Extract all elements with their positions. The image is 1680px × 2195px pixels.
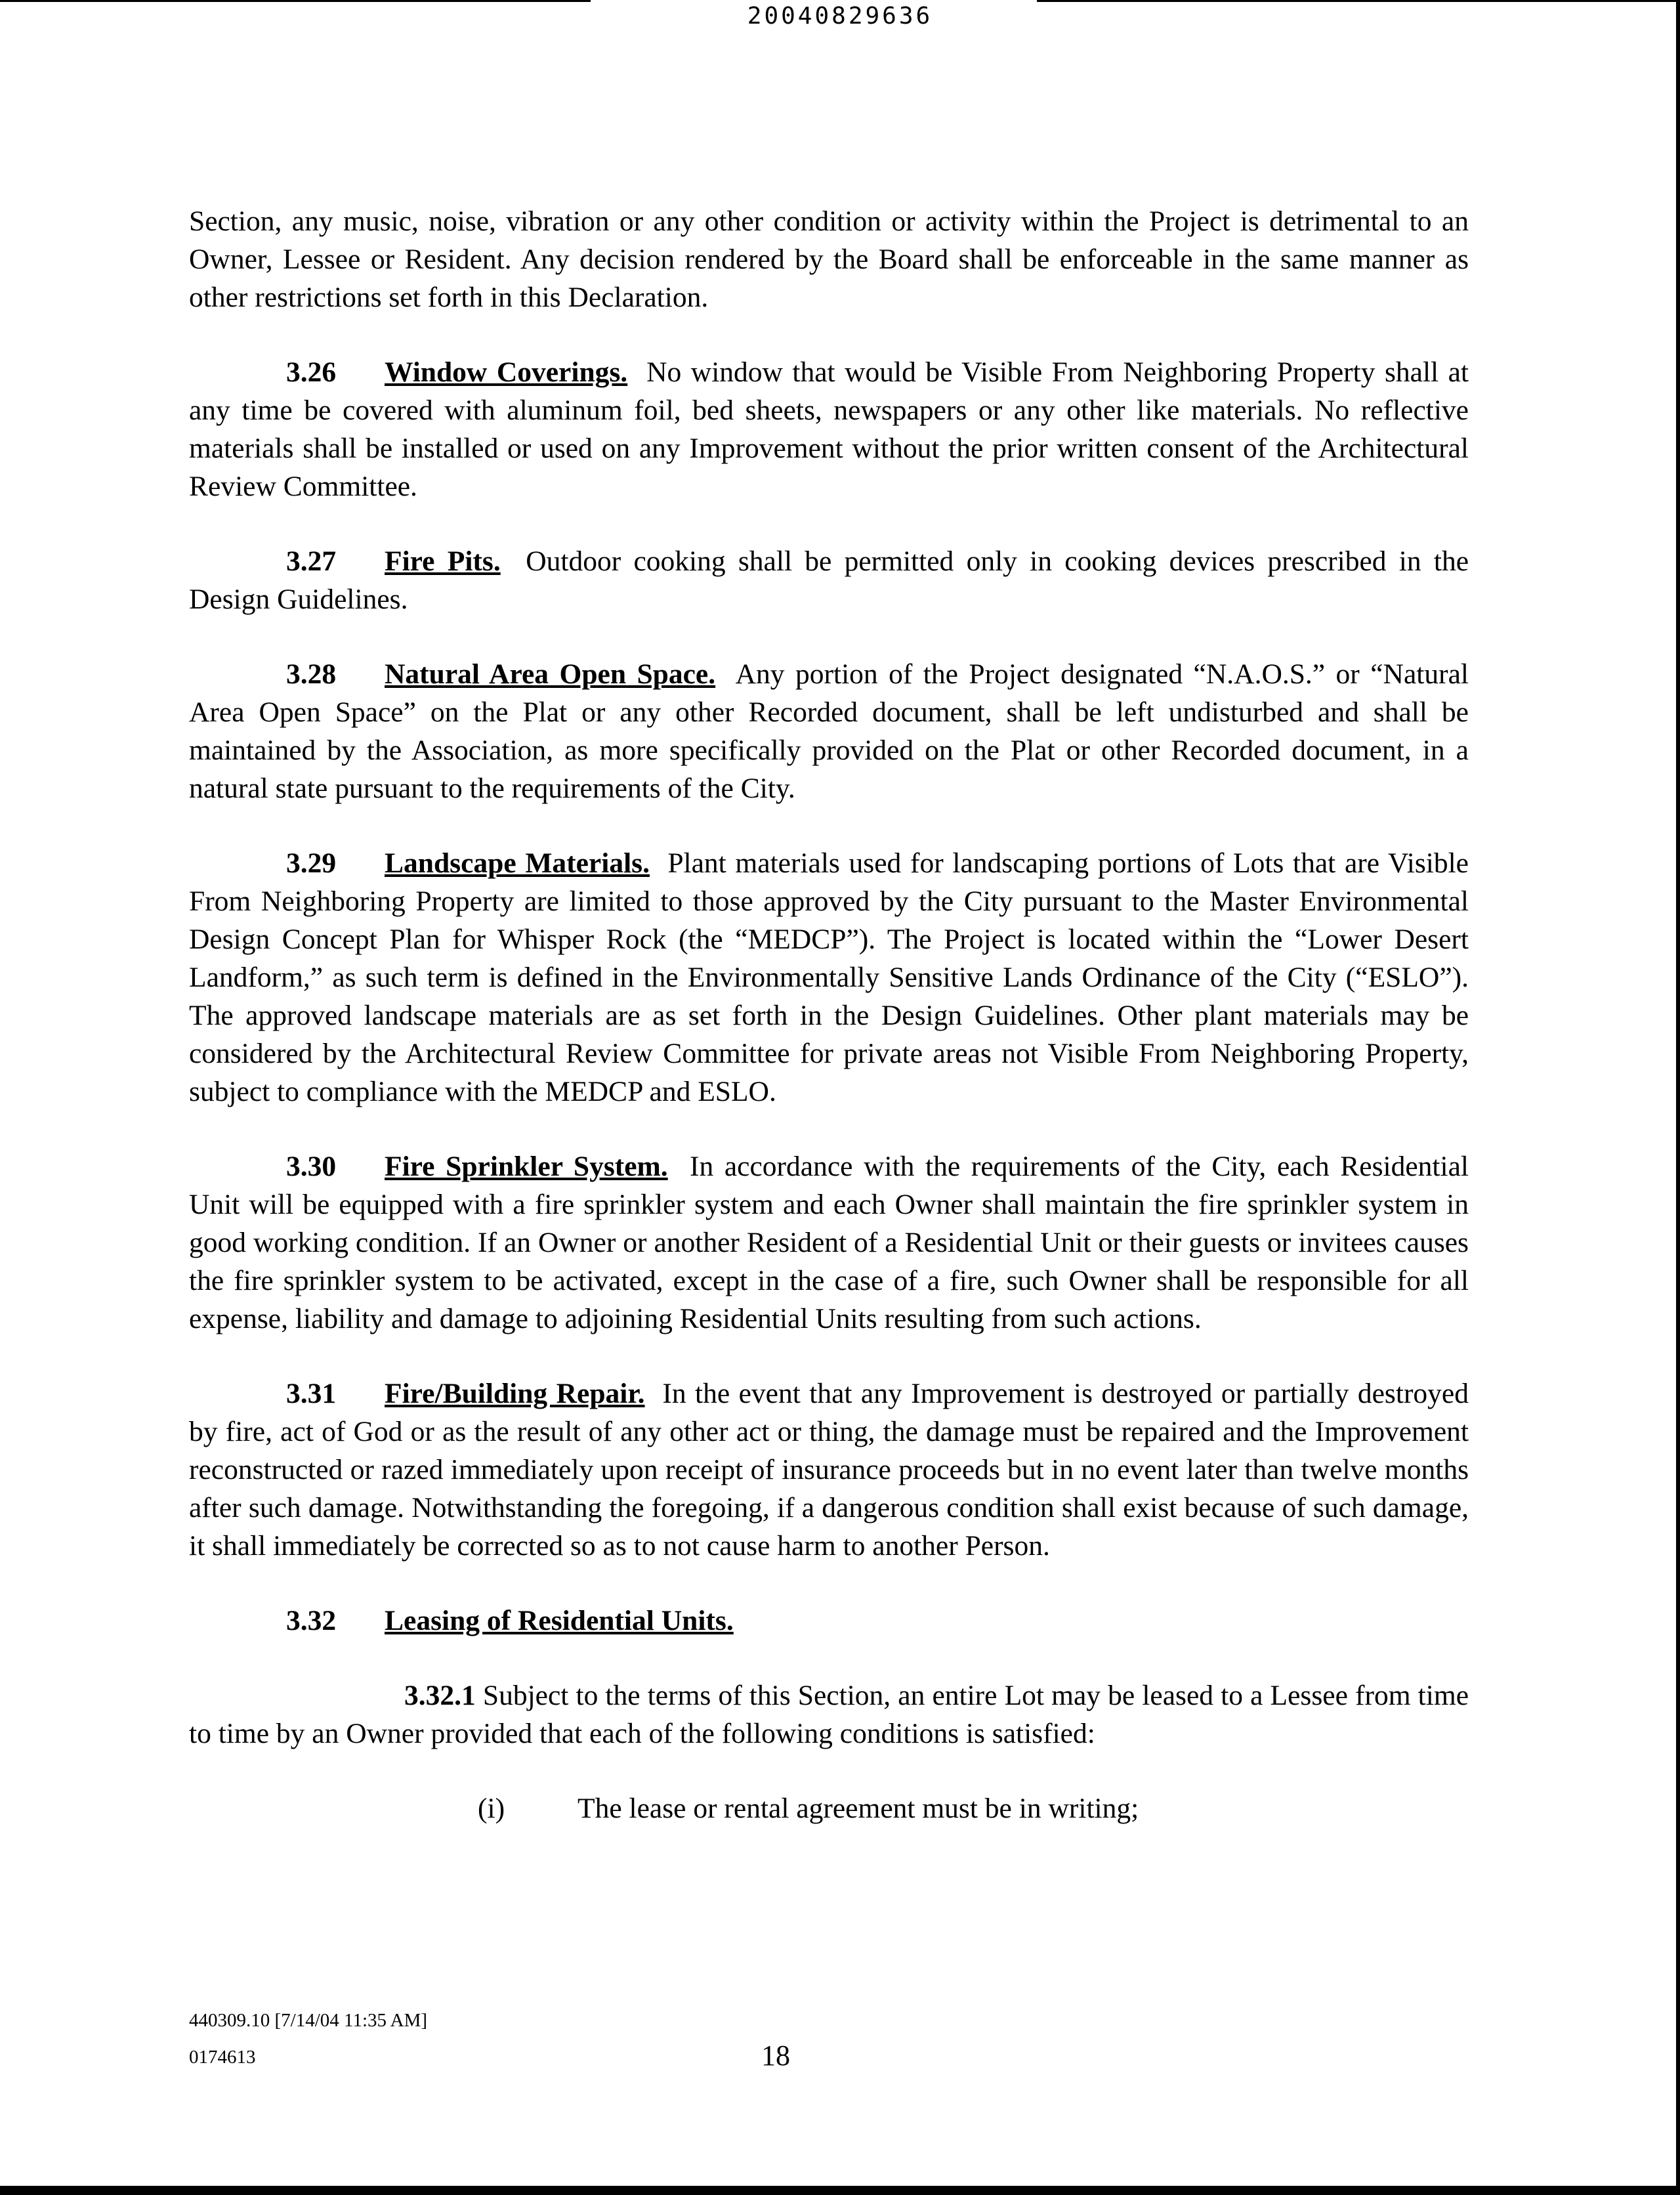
section-number: 3.30 bbox=[286, 1151, 337, 1182]
section-3-30 bbox=[189, 1147, 1469, 1338]
section-number: 3.28 bbox=[286, 658, 337, 690]
section-number: 3.31 bbox=[286, 1378, 337, 1409]
section-text: Plant materials used for landscaping portions of Lots that are Visible From Neighboring Property are limited to those approved by the City pursuant to the Master Environmental Design Concept Plan for Whisper Rock (the “MEDCP”). The Project is located within the “Lower Desert Landform,” as such term is defined in the Environmentally Sensitive Lands Ordinance of the City (“ESLO”). The approved landscape materials are as set forth in the Design Guidelines. Other plant materials may be considered by the Architectural Review Committee for private areas not Visible From Neighboring Property, subject to compliance with the MEDCP and ESLO. bbox=[189, 847, 1469, 1107]
section-text: Any portion of the Project designated “N.A.O.S.” or “Natural Area Open Space” on the Plat or any other Recorded document, shall be left undisturbed and shall be maintained by the Association, as more specifically provided on the Plat or other Recorded document, in a natural state pursuant to the requirements of the City. bbox=[189, 658, 1469, 804]
section-3-29 bbox=[189, 844, 1469, 1111]
scan-border-top-right bbox=[1037, 0, 1680, 2]
section-title: Fire Pits. bbox=[385, 545, 501, 577]
document-body bbox=[189, 202, 1469, 1864]
paragraph-continuation: Section, any music, noise, vibration or any other condition or activity within the Project is detrimental to an Owner, Lessee or Resident. Any decision rendered by the Board shall be enforceable in the same manner as other restrictions set forth in this Declaration. bbox=[189, 205, 1469, 313]
section-3-27 bbox=[189, 542, 1469, 618]
scan-border-right bbox=[1676, 0, 1680, 2195]
scan-border-top-left bbox=[0, 0, 591, 2]
footer-client-number: 0174613 bbox=[189, 2047, 256, 2068]
section-text: In the event that any Improvement is destroyed or partially destroyed by fire, act of God or as the result of any other act or thing, the damage must be repaired and the Improvement reconstructed or razed immediately upon receipt of insurance proceeds but in no event later than twelve months after such damage. Notwithstanding the foregoing, if a dangerous condition shall exist because of such damage, it shall immediately be corrected so as to not cause harm to another Person. bbox=[189, 1378, 1469, 1562]
section-text: Outdoor cooking shall be permitted only in cooking devices prescribed in the Design Guidelines. bbox=[189, 545, 1469, 615]
scan-border-bottom bbox=[0, 2186, 1680, 2195]
subsection-text: Subject to the terms of this Section, an entire Lot may be leased to a Lessee from time to time by an Owner provided that each of the following conditions is satisfied: bbox=[189, 1680, 1469, 1749]
section-number: 3.26 bbox=[286, 356, 337, 388]
list-item-text: The lease or rental agreement must be in writing; bbox=[578, 1793, 1139, 1824]
section-number: 3.32 bbox=[286, 1605, 337, 1636]
page-number: 18 bbox=[761, 2039, 790, 2072]
footer-document-reference: 440309.10 [7/14/04 11:35 AM] bbox=[189, 2010, 428, 2031]
list-item bbox=[478, 1789, 1469, 1827]
section-3-31 bbox=[189, 1375, 1469, 1565]
section-text: No window that would be Visible From Neighboring Property shall at any time be covered with aluminum foil, bed sheets, newspapers or any other like materials. No reflective materials shall be installed or used on any Improvement without the prior written consent of the Architectural Review Committee. bbox=[189, 356, 1469, 502]
document-number: 20040829636 bbox=[747, 3, 933, 30]
section-title: Leasing of Residential Units. bbox=[385, 1605, 734, 1636]
section-title: Fire Sprinkler System. bbox=[385, 1151, 668, 1182]
section-number: 3.27 bbox=[286, 545, 337, 577]
subsection-number: 3.32.1 bbox=[404, 1680, 476, 1711]
section-title: Fire/Building Repair. bbox=[385, 1378, 645, 1409]
section-number: 3.29 bbox=[286, 847, 337, 879]
section-text: In accordance with the requirements of the City, each Residential Unit will be equipped with a fire sprinkler system and each Owner shall maintain the fire sprinkler system in good working condition. If an Owner or another Resident of a Residential Unit or their guests or invitees causes the fire sprinkler system to be activated, except in the case of a fire, such Owner shall be responsible for all expense, liability and damage to adjoining Residential Units resulting from such actions. bbox=[189, 1151, 1469, 1334]
list-marker: (i) bbox=[478, 1793, 505, 1824]
section-3-32-1 bbox=[189, 1676, 1469, 1753]
section-title: Landscape Materials. bbox=[385, 847, 650, 879]
section-title: Window Coverings. bbox=[385, 356, 628, 388]
section-3-28 bbox=[189, 655, 1469, 807]
section-3-32 bbox=[189, 1602, 1469, 1640]
section-title: Natural Area Open Space. bbox=[385, 658, 716, 690]
section-3-26 bbox=[189, 353, 1469, 505]
